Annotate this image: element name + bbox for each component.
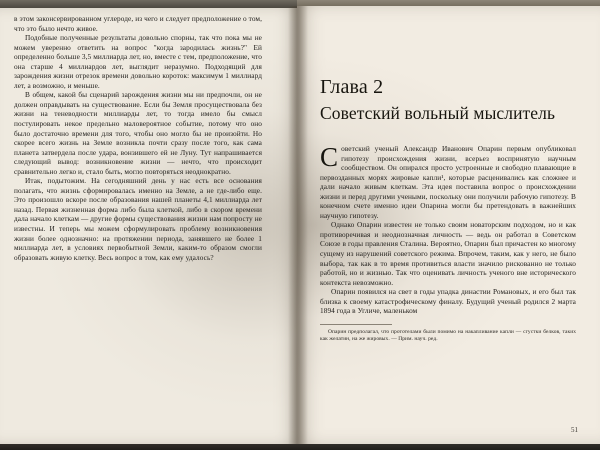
footnote: Опарин предполагал, что прототелами были помимо на накапливание капли — сгустки белков, таких как желатин, на же жировых. — Прим. науч. ред.: [320, 328, 576, 343]
paragraph: В общем, какой бы сценарий зарождения жизни мы ни предпочли, он не должен оправдывать на существование. Если бы Земля просуществовала без жизни на теневодности миллиарды лет, то тогда имело бы смысл постулировать некое предельно маловероятное событие, потому что оно было достаточно времени для того, чтобы оно могло бы не произойти. Но скорее всего жизнь на Земле возникла почти сразу после того, как сама планета затвердела после удара, вонзившего ей не Луну. Тут напрашивается следующий вывод: возникновение жизни — нечто, что происходит сравнительно легко и, стало быть, могло повторяться неоднократно.: [14, 90, 262, 176]
chapter-title: Советский вольный мыслитель: [320, 103, 556, 123]
right-page: [297, 6, 600, 444]
left-page: [0, 8, 297, 444]
paragraph: Подобные полученные результаты довольно спорны, так что пока мы не можем уверенно ответить на вопрос "когда зародилась жизнь?" Ей определенно больше 3,5 миллиарда лет, но, вместе с тем, предположение, что она старше 4 миллиардов лет, выглядит неразумно. Подходящий для зарождения жизни отрезок времени довольно короток: максимум 1 миллиард лет, а возможно, и меньше.: [14, 33, 262, 90]
right-page-text-column: [320, 76, 576, 343]
footnote-separator: [320, 324, 392, 325]
paragraph: Опарин появился на свет в годы упадка династии Романовых, и его был так близка к своему катастрофическому финалу. Будущий ученый родился 2 марта 1894 года в Угличе, маленьком: [320, 287, 576, 316]
paragraph: в этом законсервированном углероде, из чего и следует предположение о том, что это было нечто живое.: [14, 14, 262, 33]
paragraph: Однако Опарин известен не только своим новаторским подходом, но и как противоречивая и неоднозначная личность — ведь он работал в Советском Союзе в годы правления Сталина. Вероятно, Опарин был причастен ко многому сущему из нарушений советского режима. Впрочем, таким, как у него, не было выбора, так как в то время противиться власти значило рискованно не только работой, но и жизнью. Так что оценивать личность ученого вне исторического контекста невозможно.: [320, 220, 576, 287]
drop-cap: С: [320, 142, 339, 172]
chapter-number: Глава 2: [320, 76, 384, 98]
left-page-text-column: [14, 14, 262, 262]
page-number: 51: [571, 426, 578, 434]
paragraph-text: оветский ученый Александр Иванович Опарин первым опубликовал гипотезу происхождения жизни, всерьез воспринятую научным сообществом. Он опирался просто устроенные и свободно плавающие в первозданных морях жировые капли¹, которые расценивались как сложнее и дали начало живым клеткам. Эта идея поставила вопрос о происхождении жизни и перед другими учеными, поскольку они получили рабочую гипотезу. В конечном счете именно идеи Опарина могли бы претендовать в важнейших научную гипотезу.: [320, 144, 576, 220]
paragraph: Итак, подытожим. На сегодняшний день у нас есть все основания полагать, что жизнь сформировалась именно на Земле, а не где-либо еще. Это произошло вскоре после образования нашей планеты 4,1 миллиарда лет назад. Первая жизненная форма либо была клеткой, либо в скором времени дала начало клеткам — другие формы существования жизни нам попросту не известны. И теперь мы можем сформулировать проблему возникновения жизни более однозначно: на протяжении периода, занявшего не более 1 миллиарда лет, в условиях первобытной Земли, каким-то образом смогли образовать живую клетку. Весь вопрос в том, как ему удалось?: [14, 176, 262, 262]
paragraph-with-dropcap: [320, 144, 576, 220]
